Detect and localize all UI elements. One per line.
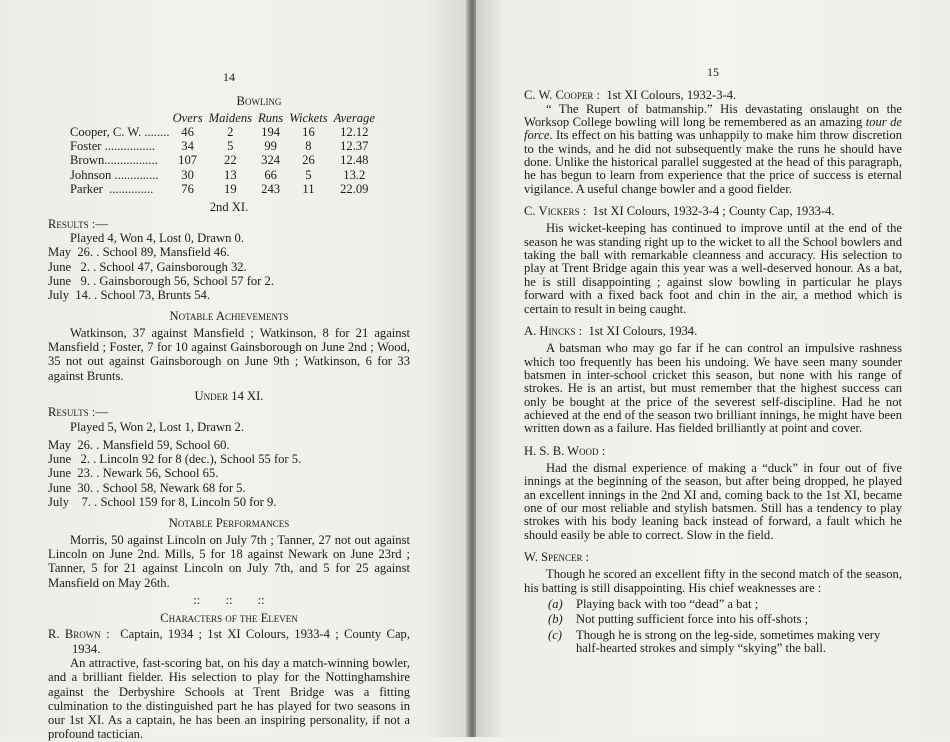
cell-maidens: 5 — [227, 139, 234, 154]
cell-name: Foster ................ — [70, 139, 156, 154]
player-name: A. Hincks : — [524, 323, 583, 338]
results-summary: Played 5, Won 2, Lost 1, Drawn 2. — [70, 419, 244, 434]
item-label: (a) — [548, 597, 563, 612]
cell-overs: 107 — [178, 153, 198, 168]
right-page-text — [524, 66, 902, 657]
right-page — [476, 0, 950, 737]
match-result: May 26. . School 89, Mansfield 46. — [48, 245, 230, 260]
achievements-title: Notable Achievements — [169, 309, 289, 324]
player-honours: 1st XI Colours, 1932-3-4 ; County Cap, 1933-4. — [592, 204, 835, 219]
player-entry — [524, 445, 902, 542]
player-name: C. Vickers : — [524, 204, 587, 219]
match-result: June 23. . Newark 56, School 65. — [48, 466, 219, 481]
separator: :: :: :: — [193, 592, 265, 607]
page-number: 15 — [707, 65, 719, 79]
cell-name: Parker .............. — [70, 182, 154, 197]
bowling-row — [70, 168, 378, 182]
bowling-header-row — [70, 111, 378, 125]
cell-overs: 46 — [181, 124, 194, 139]
col-average: Average — [333, 110, 375, 125]
item-text: Though he is strong on the leg-side, sometimes making very half-hearted strokes and simply “skying” the ball. — [576, 627, 881, 656]
bowling-table — [70, 111, 378, 197]
player-text — [524, 103, 902, 196]
cell-average: 13.2 — [343, 167, 366, 182]
weakness-item — [548, 629, 902, 656]
player-heading — [524, 551, 902, 564]
player-text: Though he scored an excellent fifty in the second match of the season, his batting is still disappointing. His chief weaknesses are : — [524, 567, 902, 595]
text-italic: tour de force — [524, 115, 902, 143]
bowling-row — [70, 153, 378, 167]
under-14-title: Under 14 XI. — [194, 388, 264, 403]
match-result: May 26. . Mansfield 59, School 60. — [48, 437, 230, 452]
results-summary: Played 4, Won 4, Lost 0, Drawn 0. — [70, 230, 244, 245]
cell-maidens: 13 — [224, 167, 237, 182]
cell-runs: 243 — [261, 182, 281, 197]
brown-heading — [48, 627, 410, 656]
cell-overs: 34 — [181, 139, 194, 154]
player-honours: 1st XI Colours, 1932-3-4. — [606, 88, 737, 103]
cell-average: 22.09 — [340, 182, 369, 197]
cell-runs: 66 — [264, 167, 277, 182]
match-result: June 2. . Lincoln 92 for 8 (dec.), School 55 for 5. — [48, 452, 302, 467]
second-xi-title: 2nd XI. — [209, 200, 249, 215]
player-name: W. Spencer : — [524, 550, 590, 564]
results-label: Results :— — [48, 405, 108, 420]
cell-name: Cooper, C. W. ........ — [70, 124, 170, 139]
text-part: . Its effect on his batting was unhappily to make him throw discretion to the winds, and he did not subsequently make the runs he should have done. Unlike the historical parallel suggested at the head of this paragraph, he has begun to learn from experience that the price of success is eternal vigilance. A useful change bowler and a good fielder. — [524, 128, 902, 196]
page-number: 14 — [223, 70, 235, 84]
item-label: (c) — [548, 627, 562, 642]
bowling-title: Bowling — [236, 94, 282, 109]
cell-overs: 30 — [181, 167, 194, 182]
performances-title: Notable Performances — [168, 516, 290, 531]
player-name: C. W. Cooper : — [524, 88, 601, 103]
bowling-row — [70, 182, 378, 196]
cell-runs: 194 — [261, 124, 281, 139]
text-part: “ The Rupert of batmanship.” His devastating onslaught on the Worksop College bowling will long be remembered as an amazing — [524, 101, 902, 130]
player-heading — [524, 205, 902, 218]
player-honours: Captain, 1934 ; 1st XI Colours, 1933-4 ; County Cap, 1934. — [72, 627, 410, 656]
cell-overs: 76 — [181, 182, 194, 197]
col-runs: Runs — [258, 110, 284, 125]
characters-title: Characters of the Eleven — [160, 611, 298, 626]
weakness-item — [548, 613, 902, 626]
player-heading — [524, 445, 902, 458]
cell-maidens: 19 — [224, 182, 237, 197]
performances-text: Morris, 50 against Lincoln on July 7th ; Tanner, 27 not out against Lincoln on June 2nd. Mills, 5 for 18 against Newark on June 23rd ; Tanner, 5 for 21 against Lincoln on July 7th, and 5 for 25 against Mansfield on May 26th. — [48, 532, 410, 590]
bowling-row — [70, 139, 378, 153]
cell-average: 12.48 — [340, 153, 369, 168]
cell-maidens: 22 — [224, 153, 237, 168]
left-page — [0, 0, 468, 742]
match-result: June 9. . Gainsborough 56, School 57 for 2. — [48, 273, 274, 288]
match-result: July 14. . School 73, Brunts 54. — [48, 288, 210, 303]
cell-wickets: 11 — [302, 182, 315, 197]
col-overs: Overs — [172, 110, 203, 125]
player-entry — [524, 551, 902, 595]
match-result: June 30. . School 58, Newark 68 for 5. — [48, 480, 246, 495]
cell-runs: 324 — [261, 153, 281, 168]
bowling-row — [70, 125, 378, 139]
results-label: Results :— — [48, 216, 108, 231]
player-text: A batsman who may go far if he can control an impulsive rashness which too frequently has been his undoing. We have seen many sounder batsmen in inter-school cricket this season, but none with his range of strokes. He is an artist, but must remember that the highest success can only be bought at the price of the severest self-discipline. Had he not achieved at the end of the season two brilliant innings, he might have been written down as a failure. Has fielded brilliantly at point and cover. — [524, 341, 902, 436]
cell-wickets: 16 — [302, 124, 315, 139]
player-name: R. Brown : — [48, 627, 110, 642]
cell-name: Johnson .............. — [70, 167, 159, 182]
match-result: July 7. . School 159 for 8, Lincoln 50 for 9. — [48, 495, 277, 510]
cell-average: 12.37 — [340, 139, 369, 154]
player-text: His wicket-keeping has continued to improve until at the end of the season he was standing right up to the wicket to all the School bowlers and taking the ball with remarkable cleanness and accuracy. His selection to play at Trent Bridge again this year was a well-deserved honour. As a bat, he is still disappointing ; against slow bowling in particular he plays forward with a fixed back foot and chin in the air, a method which is certain to result in being caught. — [524, 221, 902, 316]
cell-wickets: 26 — [302, 153, 315, 168]
player-heading — [524, 325, 902, 338]
cell-wickets: 8 — [305, 139, 312, 154]
player-honours: 1st XI Colours, 1934. — [588, 323, 698, 338]
item-label: (b) — [548, 612, 563, 627]
cell-name: Brown................. — [70, 153, 158, 168]
item-text: Playing back with too “dead” a bat ; — [576, 597, 759, 612]
player-name: H. S. B. Wood : — [524, 443, 606, 458]
achievements-text: Watkinson, 37 against Mansfield ; Watkinson, 8 for 21 against Mansfield ; Foster, 7 for 10 against Gainsborough on June 2nd ; Wood, 35 not out against Gainsborough on June 9th ; Watkinson, 6 for 33 against Brunts. — [48, 325, 410, 383]
left-page-text — [48, 70, 410, 742]
cell-maidens: 2 — [227, 124, 234, 139]
cell-average: 12.12 — [340, 124, 369, 139]
col-maidens: Maidens — [208, 110, 253, 125]
item-text: Not putting sufficient force into his off-shots ; — [576, 612, 809, 627]
player-entry — [524, 205, 902, 316]
col-wickets: Wickets — [289, 110, 328, 125]
player-entry — [524, 325, 902, 436]
cell-wickets: 5 — [305, 167, 312, 182]
match-result: June 2. . School 47, Gainsborough 32. — [48, 259, 247, 274]
cell-runs: 99 — [264, 139, 277, 154]
weakness-item — [548, 598, 902, 611]
brown-text: An attractive, fast-scoring bat, on his day a match-winning bowler, and a brilliant fielder. His selection to play for the Nottinghamshire against the Derbyshire Schools at Trent Bridge was a fitting culmination to the distinguished part he has played for two seasons in our 1st XI. As a captain, he has been an inspiring personality, if not a profound tactician. — [48, 655, 410, 742]
player-text: Had the dismal experience of making a “duck” in four out of five innings at the beginning of the season, but after being dropped, he played an excellent innings in the 2nd XI and, coming back to the 1st XI, became one of our most reliable and stylish batsmen. Still has a tendency to play strokes with his body leaning back instead of forward, a fault which he should easily be able to correct. Slow in the field. — [524, 460, 902, 542]
player-cooper — [524, 89, 902, 196]
